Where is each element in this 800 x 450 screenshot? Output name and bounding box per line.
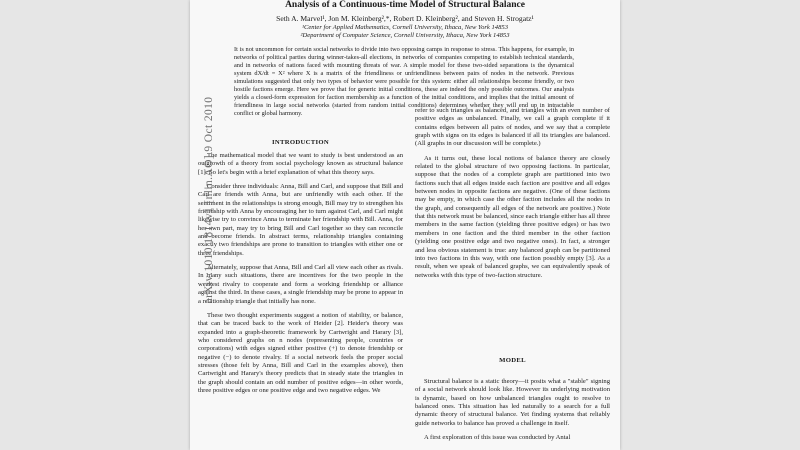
paragraph: As it turns out, these local notions of balance theory are closely related to the global structure of two opposing factions. In particular, suppose that the nodes of a complete graph are partitioned into two factions such that all edges inside each faction are positive and all edges between nodes in opposite factions are negative. (One of these factions may be empty, in which case the other faction includes all the nodes in the graph, and consequently all edges of the network are positive.) Note that this network must be balanced, since each triangle either has all three members in the same faction (yielding three positive edges) or has two members in one faction and the third member in the other faction (yielding one positive edge and two negative ones). In fact, a stronger and less obvious statement is true: any balanced graph can be partitioned into two factions in this way, with one faction possibly empty [3]. As a result, when we speak of balanced graphs, we can equivalently speak of networks with this type of two-faction structure. [415, 154, 610, 279]
paragraph: Structural balance is a static theory—it posits what a "stable" signing of a social network should look like. However its underlying motivation is dynamic, based on how unbalanced triangles ought to resolve to balanced ones. This situation has led naturally to a search for a full dynamic theory of structural balance. Yet finding systems that reliably guide networks to balance has proved a challenge in itself. [415, 378, 610, 427]
affiliation-2: ²Department of Computer Science, Cornell University, Ithaca, New York 14853 [300, 32, 510, 39]
paragraph: Alternately, suppose that Anna, Bill and Carl all view each other as rivals. In many such situations, there are incentives for the two people in the weakest rivalry to cooperate and form a working friendship or alliance against the third. In these cases, a single friendship may be prone to appear in a relationship triangle that initially has none. [198, 264, 403, 305]
section-heading-model: MODEL [499, 357, 526, 364]
paper-page [190, 0, 620, 450]
right-column [415, 107, 610, 280]
paragraph: refer to such triangles as balanced, and triangles with an even number of positive edges as unbalanced. Finally, we call a graph complete if it contains edges between all pairs of nodes, and we say that a complete graph with signs on its edges is balanced if all its triangles are balanced. (All graphs in our discussion will be complete.) [415, 107, 610, 148]
paragraph: These two thought experiments suggest a notion of stability, or balance, that can be traced back to the work of Heider [2]. Heider's theory was expanded into a graph-theoretic framework by Cartwright and Harary [3], who considered graphs on n nodes (representing people, countries or corporations) with edges signed either positive (+) to denote friendship or negative (−) to denote rivalry. If a social network feels the proper social stresses (those felt by Anna, Bill and Carl in the examples above), then Cartwright and Harary's theory predicts that in steady state the triangles in the graph should contain an odd number of positive edges—in other words, three positive edges or one positive edge and two negative edges. We [198, 311, 403, 394]
paragraph: Consider three individuals: Anna, Bill and Carl, and suppose that Bill and Carl are friends with Anna, but are unfriendly with each other. If the sentiment in the relationships is strong enough, Bill may try to strengthen his friendship with Anna by encouraging her to turn against Carl, and Carl might likewise try to convince Anna to terminate her friendship with Bill. Anna, for her own part, may try to bring Bill and Carl together so they can reconcile and become friends. In abstract terms, relationship triangles containing exactly two friendships are prone to transition to triangles with either one or three friendships. [198, 183, 403, 257]
abstract: It is not uncommon for certain social networks to divide into two opposing camps in response to stress. This happens, for example, in networks of political parties during winner-takes-all elections, in networks of companies competing to establish technical standards, and in networks of nations faced with mounting threats of war. A simple model for these two-sided separations is the dynamical system dX/dt = X² where X is a matrix of the friendliness or unfriendliness between pairs of nodes in the network. Previous simulations suggested that only two types of behavior were possible for this system: either all relationships become friendly, or two hostile factions emerge. Here we prove that for generic initial conditions, these are indeed the only possible outcomes. Our analysis yields a closed-form expression for faction membership as a function of the initial conditions, and implies that the initial amount of friendliness in large social networks (started from random initial conditions) determines whether they will end up in intractable conflict or global harmony. [234, 46, 574, 118]
affiliation-1: ¹Center for Applied Mathematics, Cornell University, Ithaca, New York 14853 [301, 24, 508, 31]
author-list: Seth A. Marvel¹, Jon M. Kleinberg²,*, Robert D. Kleinberg², and Steven H. Strogatz¹ [276, 14, 534, 23]
section-heading-introduction: INTRODUCTION [271, 139, 330, 146]
paragraph: The mathematical model that we want to study is best understood as an outgrowth of a theory from social psychology known as structural balance [1]. So let's begin with a brief explanation of what this theory says. [198, 152, 403, 176]
paper-title: Analysis of a Continuous-time Model of Structural Balance [285, 0, 525, 10]
left-column [198, 152, 403, 395]
model-section-body [415, 378, 610, 442]
paragraph: A first exploration of this issue was conducted by Antal [424, 434, 571, 442]
